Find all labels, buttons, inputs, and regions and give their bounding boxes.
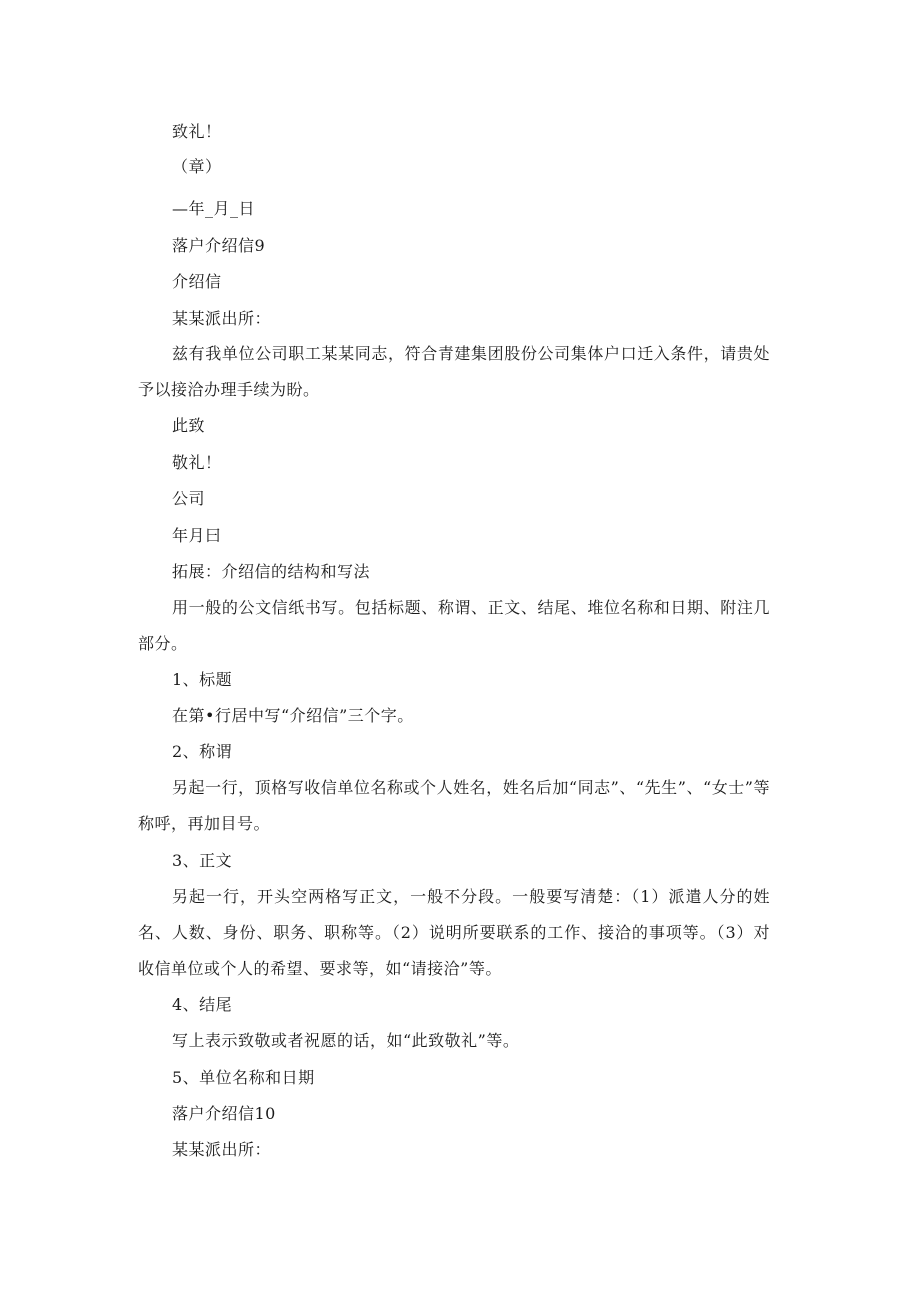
signature-date: 年月曰 — [172, 526, 222, 545]
extension-heading: 拓展：介绍信的结构和写法 — [172, 562, 371, 581]
seal-note: （章） — [172, 157, 222, 176]
closing-salute: 敬礼！ — [172, 453, 222, 472]
closing-line: 此致 — [172, 416, 206, 435]
section-heading: 落户介绍信10 — [172, 1104, 276, 1123]
signature-company: 公司 — [172, 489, 206, 508]
date-placeholder: —年_月_日 — [172, 199, 256, 218]
salutation: 某某派出所： — [172, 309, 272, 328]
extension-intro: 用一般的公文信纸书写。包括标题、称谓、正文、结尾、堆位名称和日期、附注几部分。 — [138, 598, 770, 653]
item-text-body: 另起一行，开头空两格写正文，一般不分段。一般要写清楚：（1）派遣人分的姓名、人数、身份、职务、职称等。（2）说明所要联系的工作、接洽的事项等。（3）对收信单位或个人的希望、要求等，如“请接洽”等。 — [138, 887, 770, 978]
item-text-salutation: 另起一行，顶格写收信单位名称或个人姓名，姓名后加“同志”、“先生”、“女士”等称呼，再加目号。 — [138, 778, 770, 833]
item-text-ending: 写上表示致敬或者祝愿的话，如“此致敬礼”等。 — [172, 1031, 520, 1050]
salutation: 某某派出所： — [172, 1140, 272, 1159]
item-text-title: 在第•行居中写“介绍信”三个字。 — [172, 706, 414, 725]
item-heading-ending: 4、结尾 — [172, 995, 233, 1014]
item-heading-title: 1、标题 — [172, 670, 233, 689]
letter-body: 兹有我单位公司职工某某同志，符合青建集团股份公司集体户口迁入条件，请贵处予以接洽办理手续为盼。 — [138, 344, 770, 399]
letter-title: 介绍信 — [172, 272, 222, 291]
closing-salute: 致礼！ — [172, 122, 222, 141]
item-heading-body: 3、正文 — [172, 851, 233, 870]
section-heading: 落户介绍信9 — [172, 236, 266, 255]
item-heading-salutation: 2、称谓 — [172, 742, 233, 761]
item-heading-unit-date: 5、单位名称和日期 — [172, 1068, 315, 1087]
